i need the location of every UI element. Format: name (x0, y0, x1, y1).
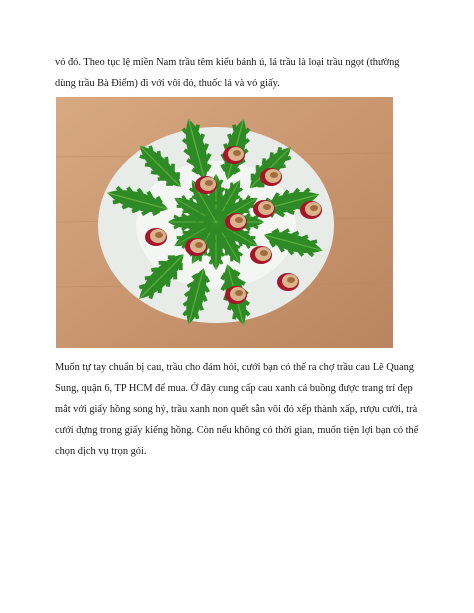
paragraph-intro-text: vỏ đỏ. Theo tục lệ miền Nam trầu têm kiểu bánh ú, lá trầu là loại trầu ngọt (thường dùng trầu Bà Điểm) đi với vôi đỏ, thuốc lá và vỏ giấy. (55, 57, 400, 89)
paragraph-shopping-text: Muốn tự tay chuẩn bị cau, trầu cho đám hỏi, cưới bạn có thể ra chợ trầu cau Lê Quang Sung, quận 6, TP HCM để mua. Ở đây cung cấp cau xanh cả buồng được trang trí đẹp mắt với giấy hồng song hỷ, trầu xanh non quết sẵn vôi đỏ xếp thành xấp, rượu cưới, trà cưới đựng trong giấy kiếng hồng. Còn nếu không có thời gian, muốn tiện lợi bạn có thể chọn (55, 362, 419, 457)
paragraph-intro (55, 52, 421, 94)
paragraph-shopping (55, 357, 421, 462)
service-package-link[interactable]: dịch vụ trọn gói (77, 446, 144, 457)
photo-betel-arrangement (56, 97, 393, 348)
paragraph-shopping-end: . (143, 446, 147, 457)
